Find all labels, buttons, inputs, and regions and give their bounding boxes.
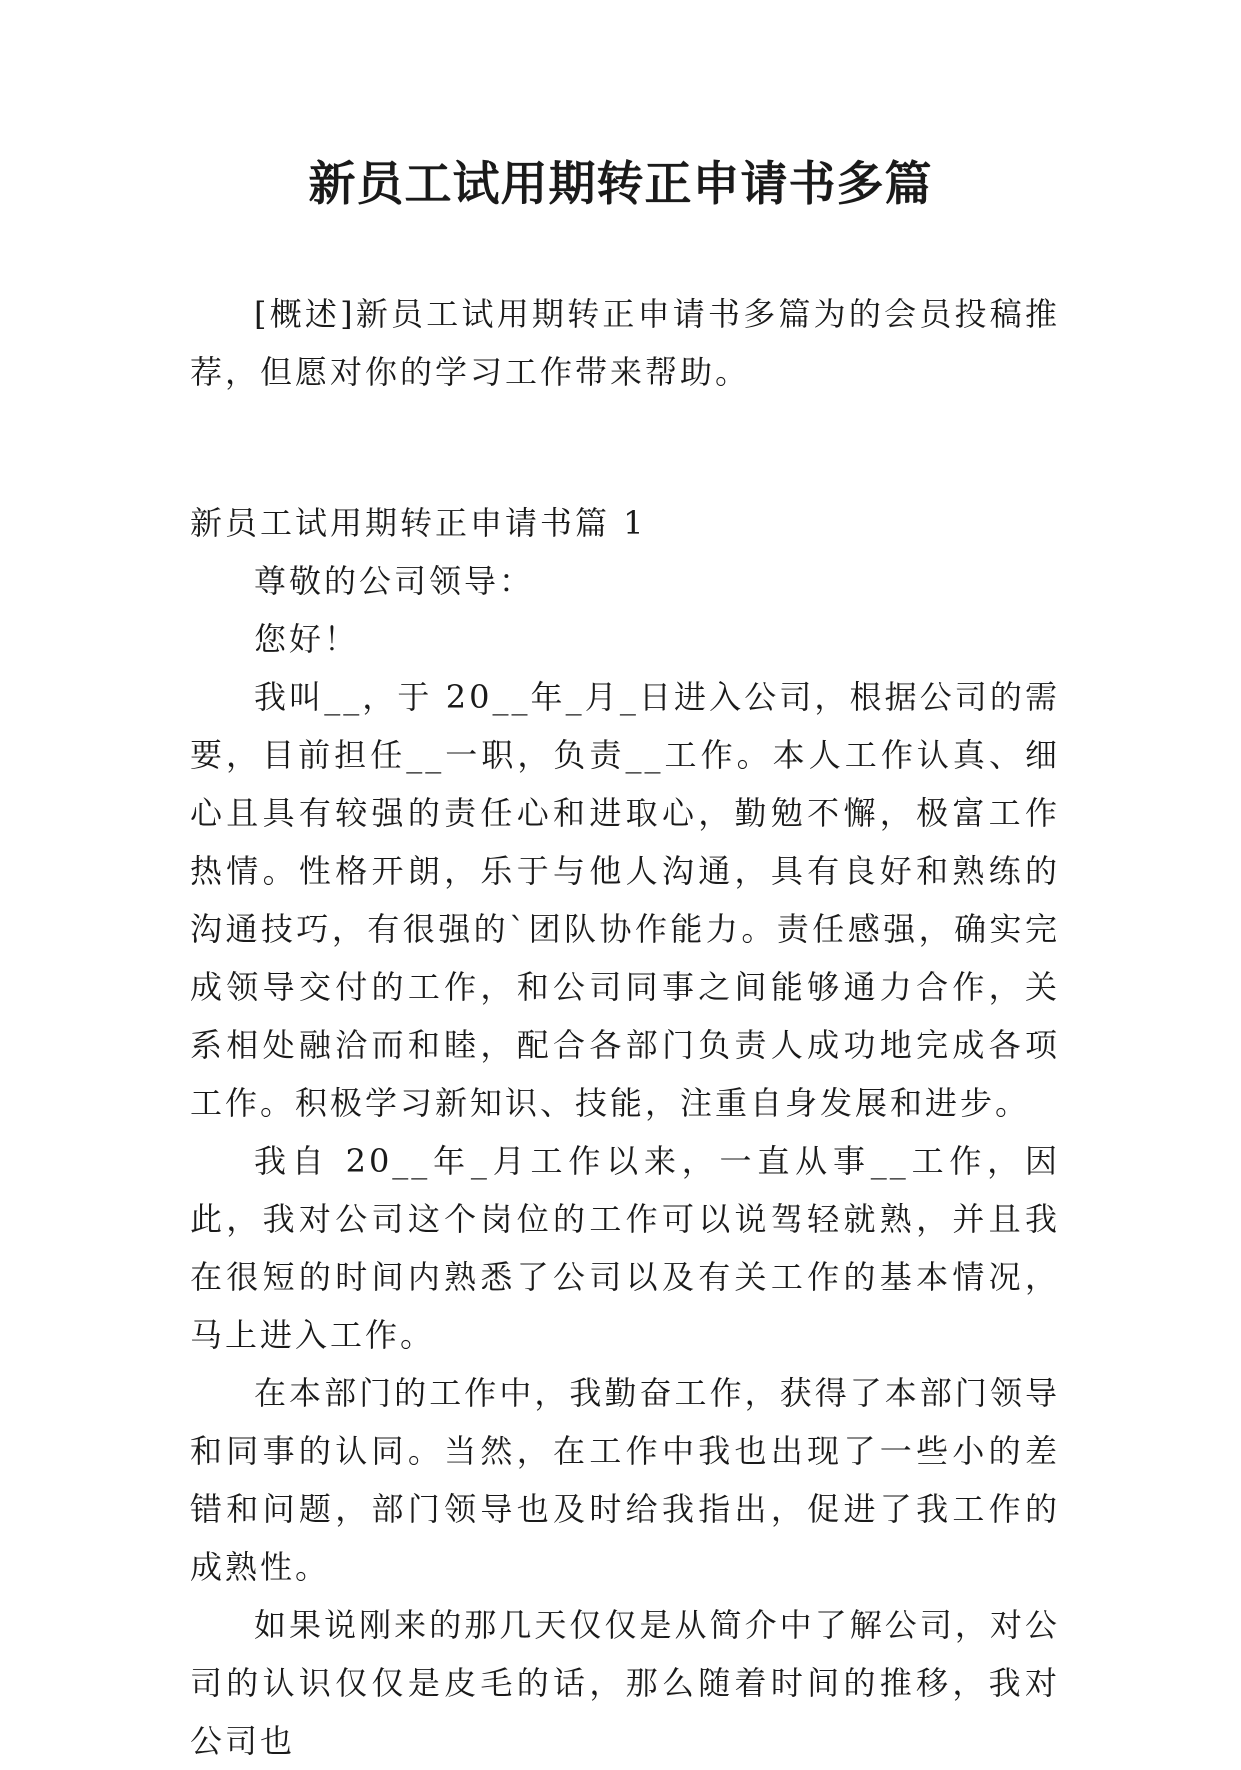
summary-paragraph: [概述]新员工试用期转正申请书多篇为的会员投稿推荐，但愿对你的学习工作带来帮助。 xyxy=(190,295,1060,391)
document-title: 新员工试用期转正申请书多篇 xyxy=(308,157,933,212)
section-heading: 新员工试用期转正申请书篇 1 xyxy=(190,504,647,542)
salutation: 尊敬的公司领导： xyxy=(254,562,535,600)
greeting: 您好！ xyxy=(254,620,360,658)
body-paragraph-2: 我自 20__年_月工作以来，一直从事__工作，因此，我对公司这个岗位的工作可以说驾轻就熟，并且我在很短的时间内熟悉了公司以及有关工作的基本情况，马上进入工作。 xyxy=(190,1142,1060,1354)
spacer xyxy=(190,401,1060,494)
document-body xyxy=(190,285,1060,1770)
body-paragraph-1: 我叫__，于 20__年_月_日进入公司，根据公司的需要，目前担任__一职，负责__工作。本人工作认真、细心且具有较强的责任心和进取心，勤勉不懈，极富工作热情。性格开朗，乐于与他人沟通，具有良好和熟练的沟通技巧，有很强的`团队协作能力。责任感强，确实完成领导交付的工作，和公司同事之间能够通力合作，关系相处融洽而和睦，配合各部门负责人成功地完成各项工作。积极学习新知识、技能，注重自身发展和进步。 xyxy=(190,678,1060,1122)
body-paragraph-4: 如果说刚来的那几天仅仅是从简介中了解公司，对公司的认识仅仅是皮毛的话，那么随着时间的推移，我对公司也 xyxy=(190,1606,1060,1760)
body-paragraph-3: 在本部门的工作中，我勤奋工作，获得了本部门领导和同事的认同。当然，在工作中我也出现了一些小的差错和问题，部门领导也及时给我指出，促进了我工作的成熟性。 xyxy=(190,1374,1060,1586)
